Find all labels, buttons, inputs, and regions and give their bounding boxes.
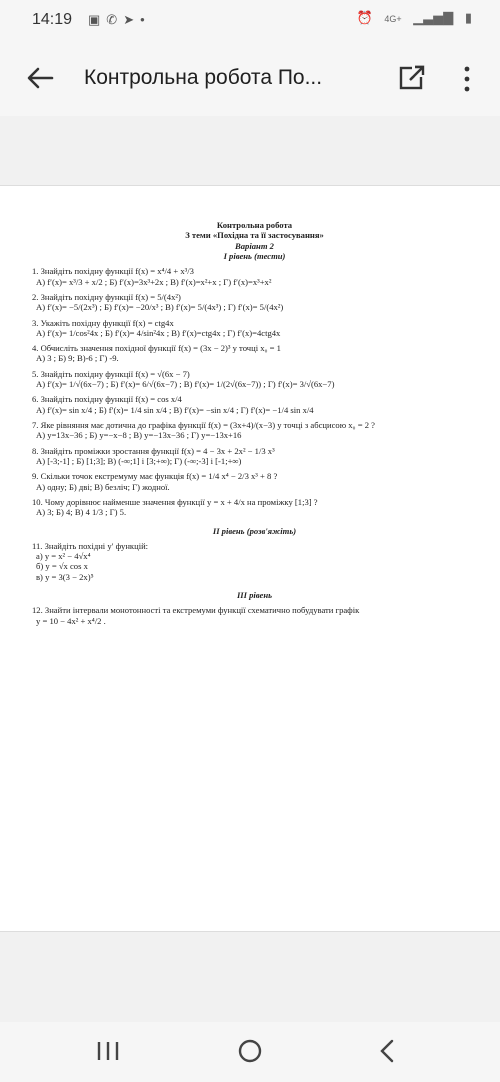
question-12: 12. Знайти інтервали монотонності та екстремуми функції схематично побудувати графік — [32, 605, 360, 616]
doc-heading-1: Контрольна робота — [216, 220, 293, 230]
q11-item: в) y = 3(3 − 2x)⁵ — [36, 571, 94, 582]
status-time: 14:19 — [32, 11, 73, 28]
signal-icon: ▁▃▅▇ — [413, 10, 454, 25]
answer-options: А) 3 ; Б) 9; В)-6 ; Г) -9. — [36, 353, 119, 364]
answer-options: А) y=13x−36 ; Б) y=−x−8 ; В) y=−13x−36 ; Г) y=−13x+16 — [36, 430, 242, 441]
question-text: 2. Знайдіть похідну функції f(x) = 5/(4x²) — [32, 291, 181, 302]
answer-options: А) f′(x)= 1/cos²4x ; Б) f′(x)= 4/sin²4x ; В) f′(x)=ctg4x ; Г) f′(x)=4ctg4x — [36, 327, 281, 338]
answer-options: А) f′(x)= −5/(2x³) ; Б) f′(x)= −20/x³ ; В) f′(x)= 5/(4x³) ; Г) f′(x)= 5/(4x²) — [36, 302, 284, 313]
doc-level-1: I рівень (тести) — [223, 250, 286, 261]
document-title: Контрольна робота По... — [84, 66, 323, 89]
question-text: 5. Знайдіть похідну функції f(x) = √(6x − 7) — [32, 368, 190, 379]
question-list — [32, 266, 477, 517]
document-page — [0, 185, 500, 932]
answer-options: А) одну; Б) дві; В) безліч; Г) жодної. — [36, 481, 170, 492]
send-icon: ➤ — [123, 12, 141, 27]
answer-options: А) 3; Б) 4; В) 4 1/3 ; Г) 5. — [36, 507, 127, 518]
doc-heading-2: З теми «Похідна та її застосування» — [185, 230, 324, 241]
image-icon: ▣ — [88, 12, 107, 27]
back-nav-icon[interactable] — [373, 1036, 403, 1066]
q11-item: б) y = √x cos x — [36, 561, 88, 572]
notification-icons — [88, 12, 151, 28]
answer-options: А) f′(x)= sin x/4 ; Б) f′(x)= 1/4 sin x/4 ; В) f′(x)= −sin x/4 ; Г) f′(x)= −1/4 sin x/4 — [36, 404, 314, 415]
answer-options: А) [-3;-1] ; Б) [1;3]; В) (-∞;1] і [3;+∞); Г) (-∞;-3] і [-1;+∞) — [36, 455, 242, 466]
question-text: 3. Укажіть похідну функції f(x) = ctg4x — [32, 317, 174, 328]
question-text: 7. Яке рівняння має дотична до графіка функції f(x) = (3x+4)/(x−3) у точці з абсцисою x₀ = 2 ? — [32, 420, 375, 430]
more-options-icon[interactable] — [459, 64, 475, 94]
question-text: 1. Знайдіть похідну функції f(x) = x⁴/4 + x³/3 — [32, 266, 194, 277]
system-icons — [349, 10, 472, 26]
system-nav-bar — [0, 1022, 500, 1082]
battery-icon: ▮ — [464, 10, 472, 25]
open-external-icon[interactable] — [398, 64, 426, 92]
question-text: 9. Скільки точок екстремуму має функція f(x) = 1/4 x⁴ − 2/3 x³ + 8 ? — [32, 471, 278, 482]
document-content — [32, 220, 477, 626]
back-arrow-icon[interactable] — [24, 62, 56, 94]
status-bar — [0, 0, 500, 42]
doc-level-3: III рівень — [236, 590, 273, 601]
network-label: 4G+ — [384, 14, 402, 24]
q11-item: а) y = x² − 4√x⁴ — [36, 551, 91, 562]
alarm-icon: ⏰ — [356, 10, 373, 25]
q12-formula: y = 10 − 4x² + x⁴/2 . — [36, 615, 106, 626]
question-text: 6. Знайдіть похідну функції f(x) = cos x/4 — [32, 394, 182, 405]
question-11: 11. Знайдіть похідні y′ функцій: — [32, 540, 149, 551]
phone-icon: ✆ — [106, 12, 124, 27]
question-text: 8. Знайдіть проміжки зростання функції f(x) = 4 − 3x + 2x² − 1/3 x³ — [32, 445, 275, 456]
dot-icon: • — [140, 12, 151, 27]
app-bar — [0, 42, 500, 116]
answer-options: А) f′(x)= x³/3 + x/2 ; Б) f′(x)=3x³+2x ; В) f′(x)=x²+x ; Г) f′(x)=x³+x² — [36, 276, 272, 287]
recent-apps-icon[interactable] — [93, 1036, 123, 1066]
question-text: 4. Обчисліть значення похідної функції f(x) = (3x − 2)³ у точці x₀ = 1 — [32, 343, 281, 354]
doc-variant: Варіант 2 — [235, 240, 274, 251]
question-text: 10. Чому дорівнює найменше значення функції y = x + 4/x на проміжку [1;3] ? — [32, 496, 318, 507]
home-icon[interactable] — [235, 1036, 265, 1066]
doc-level-2: II рівень (розв'яжіть) — [212, 525, 297, 536]
answer-options: А) f′(x)= 1/√(6x−7) ; Б) f′(x)= 6/√(6x−7) ; В) f′(x)= 1/(2√(6x−7)) ; Г) f′(x)= 3/√(6x−7) — [36, 379, 335, 390]
